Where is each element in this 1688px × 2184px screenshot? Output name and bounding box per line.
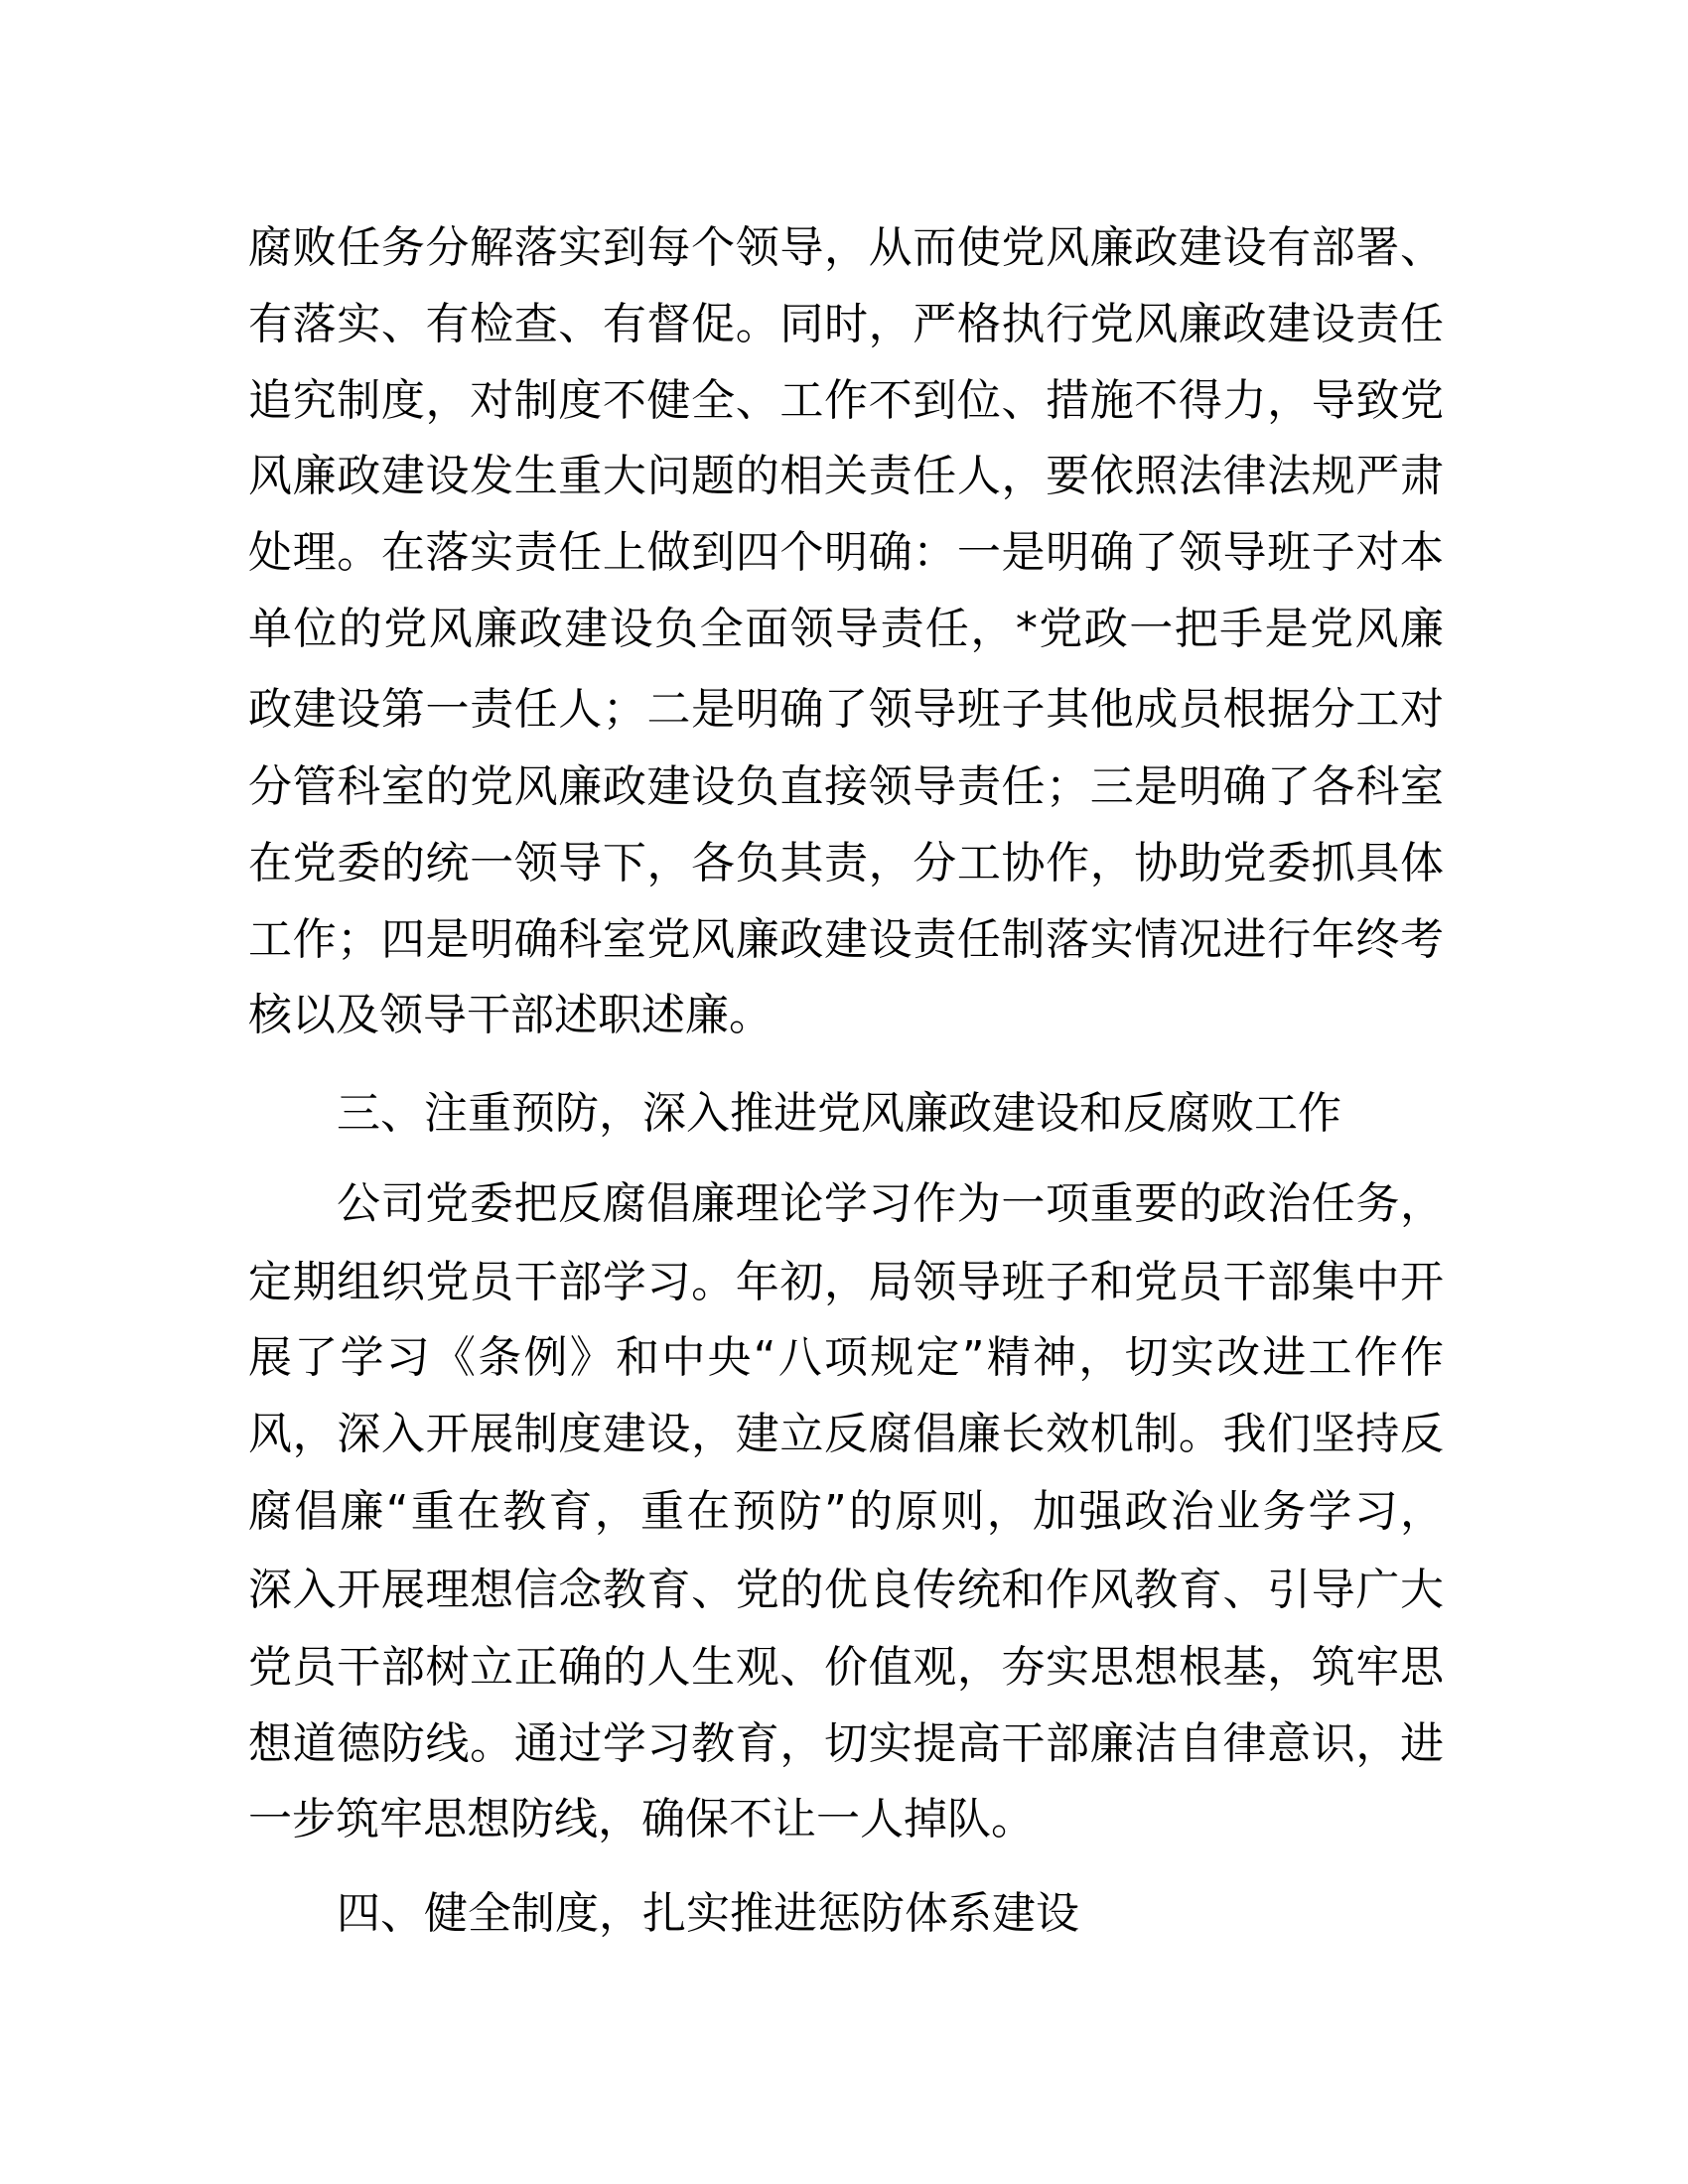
text-line: 想道德防线。通过学习教育，切实提高干部廉洁自律意识，进 (248, 1718, 1444, 1769)
text-line: 一步筑牢思想防线，确保不让一人掉队。 (248, 1794, 1035, 1844)
section-heading-3: 三、注重预防，深入推进党风廉政建设和反腐败工作 (337, 1088, 1341, 1139)
text-line: 风廉政建设发生重大问题的相关责任人，要依照法律法规严肃 (248, 451, 1444, 501)
text-line: 定期组织党员干部学习。年初，局领导班子和党员干部集中开 (248, 1257, 1444, 1307)
text-line: 追究制度，对制度不健全、工作不到位、措施不得力，导致党 (248, 375, 1444, 426)
text-line: 核以及领导干部述职述廉。 (248, 990, 773, 1040)
text-line: 工作；四是明确科室党风廉政建设责任制落实情况进行年终考 (248, 914, 1444, 965)
text-line: 深入开展理想信念教育、党的优良传统和作风教育、引导广大 (248, 1565, 1444, 1615)
text-line: 公司党委把反腐倡廉理论学习作为一项重要的政治任务， (337, 1178, 1444, 1229)
text-line: 在党委的统一领导下，各负其责，分工协作，协助党委抓具体 (248, 838, 1444, 888)
text-line: 腐败任务分解落实到每个领导，从而使党风廉政建设有部署、 (248, 222, 1444, 273)
text-line: 处理。在落实责任上做到四个明确：一是明确了领导班子对本 (248, 527, 1444, 578)
text-line: 党员干部树立正确的人生观、价值观，夯实思想根基，筑牢思 (248, 1642, 1444, 1693)
text-line: 展了学习《条例》和中央“八项规定”精神，切实改进工作作 (248, 1332, 1444, 1383)
text-line: 政建设第一责任人；二是明确了领导班子其他成员根据分工对 (248, 684, 1444, 735)
text-line: 单位的党风廉政建设负全面领导责任，*党政一把手是党风廉 (248, 604, 1444, 654)
text-line: 风，深入开展制度建设，建立反腐倡廉长效机制。我们坚持反 (248, 1409, 1444, 1459)
text-line: 有落实、有检查、有督促。同时，严格执行党风廉政建设责任 (248, 299, 1444, 349)
text-line: 分管科室的党风廉政建设负直接领导责任；三是明确了各科室 (248, 761, 1444, 812)
section-heading-4: 四、健全制度，扎实推进惩防体系建设 (337, 1888, 1079, 1939)
text-line: 腐倡廉“重在教育，重在预防”的原则，加强政治业务学习， (248, 1486, 1444, 1537)
